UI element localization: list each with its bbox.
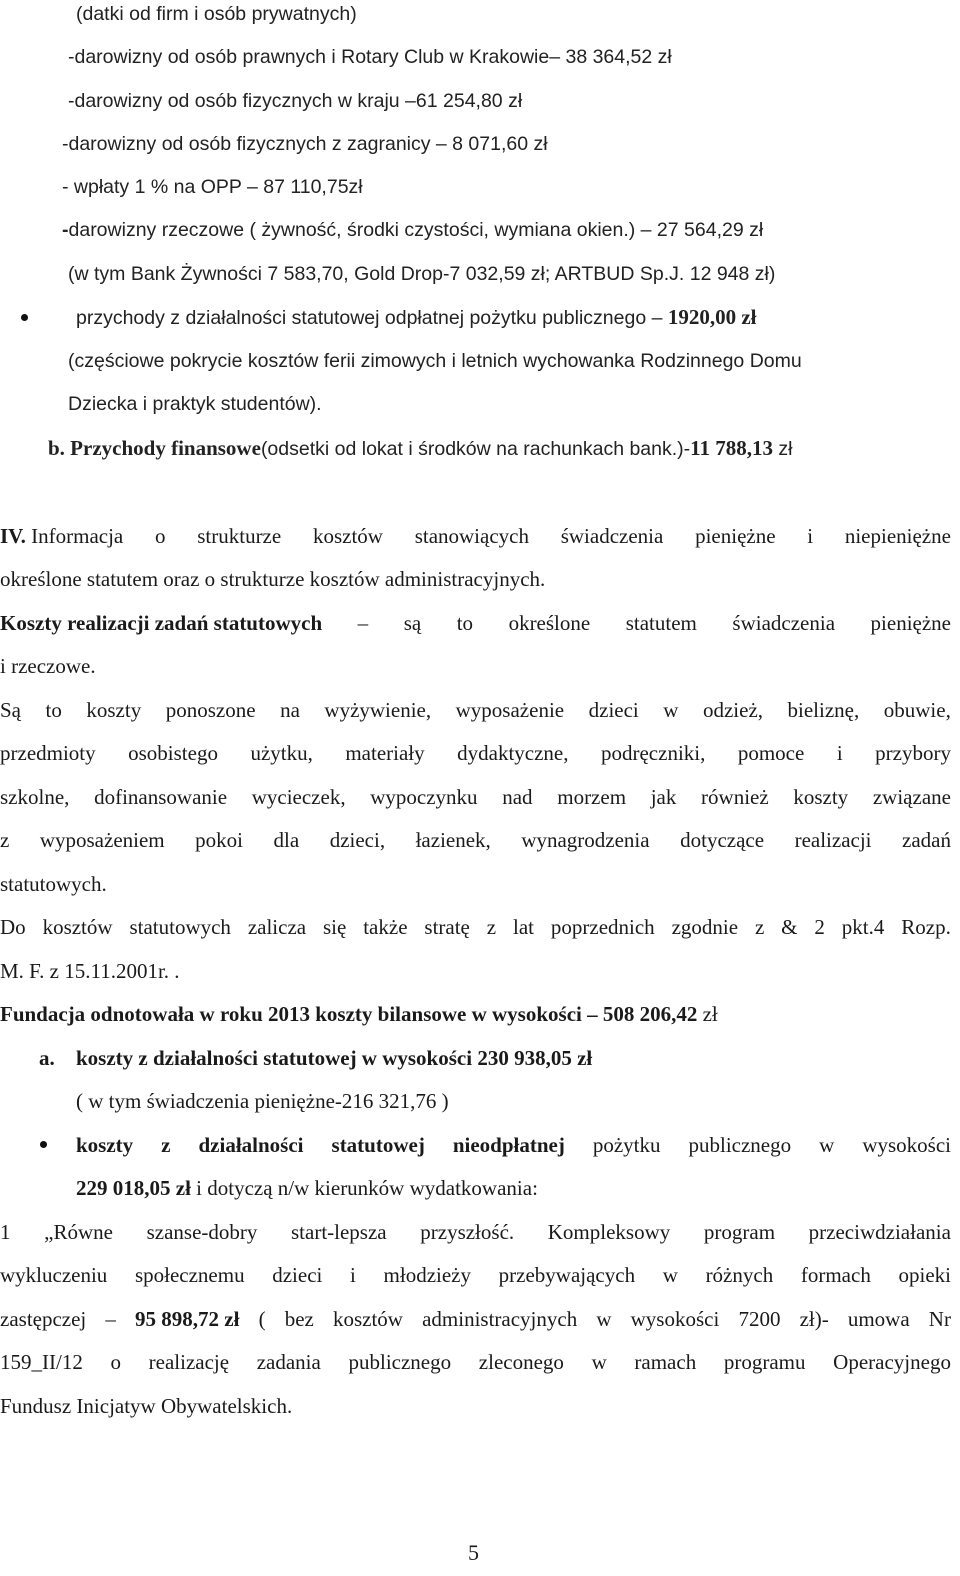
word: o <box>155 524 166 548</box>
word: koszty <box>76 1133 134 1157</box>
prior-loss-line-2: M. F. z 15.11.2001r. . <box>0 959 180 983</box>
item-b-rest: i dotyczą n/w kierunków wydatkowania: <box>190 1176 538 1200</box>
word: zalicza <box>247 915 307 939</box>
word: na <box>280 698 300 722</box>
word: realizację <box>148 1350 230 1374</box>
word: Są <box>0 698 21 722</box>
income-line-10: Dziecka i praktyk studentów). <box>68 393 322 415</box>
program-line-5: Fundusz Inicjatyw Obywatelskich. <box>0 1394 293 1418</box>
word: dzieci <box>272 1263 323 1287</box>
word: dydaktyczne, <box>457 741 569 765</box>
word: i <box>807 524 814 548</box>
word: społecznemu <box>134 1263 245 1287</box>
income-line-7: (w tym Bank Żywności 7 583,70, Gold Drop-7 032,59 zł; ARTBUD Sp.J. 12 948 zł) <box>68 263 776 285</box>
income-line-6-text: darowizny rzeczowe ( żywność, środki czystości, wymiana okien.) – 27 564,29 zł <box>68 219 764 241</box>
program-line-2 <box>0 1261 951 1289</box>
word: – <box>105 1307 116 1331</box>
word: opieki <box>898 1263 951 1287</box>
word: działalności <box>198 1133 304 1157</box>
word: dzieci <box>588 698 639 722</box>
word: z <box>161 1133 171 1157</box>
word: pożytku <box>592 1133 661 1157</box>
income-line-6 <box>62 216 763 244</box>
word: Nr <box>928 1307 951 1331</box>
word: zł)- <box>799 1307 829 1331</box>
word: to <box>456 611 474 635</box>
total-costs-unit: zł <box>697 1002 718 1026</box>
word: stratę <box>424 915 470 939</box>
income-line-2: -darowizny od osób prawnych i Rotary Club w Krakowie– 38 364,52 zł <box>68 46 672 68</box>
word: zadań <box>902 828 951 852</box>
word: pokoi <box>195 828 243 852</box>
word: ( <box>258 1307 266 1331</box>
program-amount: 95 898,72 zł <box>135 1307 240 1331</box>
word: programu <box>723 1350 806 1374</box>
word: osobistego <box>128 741 218 765</box>
word: administracyjnych <box>422 1307 578 1331</box>
word: wyżywienie, <box>324 698 432 722</box>
word: kosztów <box>312 524 383 548</box>
word: świadczenia <box>732 611 836 635</box>
item-a-amount-text: koszty z działalności statutowej w wysokości 230 938,05 zł <box>76 1046 593 1070</box>
word: szkolne, <box>0 785 70 809</box>
word: z <box>754 915 765 939</box>
section-iv-numeral: IV. <box>0 524 26 548</box>
word: różnych <box>705 1263 774 1287</box>
word: morzem <box>557 785 627 809</box>
word: 159_II/12 <box>0 1350 83 1374</box>
word: z <box>486 915 497 939</box>
word: wykluczeniu <box>0 1263 108 1287</box>
word: lat <box>513 915 534 939</box>
total-costs-line <box>0 1000 718 1028</box>
statutory-costs-line-2: i rzeczowe. <box>0 654 96 678</box>
word: przybory <box>875 741 951 765</box>
word: statutem <box>625 611 697 635</box>
word: bieliznę, <box>787 698 860 722</box>
word: niepieniężne <box>844 524 951 548</box>
word: koszty <box>793 785 849 809</box>
word: i <box>350 1263 356 1287</box>
statutory-costs-line-1 <box>0 609 951 637</box>
word: są <box>403 611 422 635</box>
financial-income-unit: zł <box>773 438 793 460</box>
income-line-5: - wpłaty 1 % na OPP – 87 110,75zł <box>62 176 363 198</box>
item-b-line-2 <box>76 1174 538 1202</box>
word: o <box>110 1350 121 1374</box>
word: stanowiących <box>414 524 529 548</box>
word: wypoczynku <box>370 785 478 809</box>
financial-income-amount: 11 788,13 <box>690 436 774 460</box>
word: poprzednich <box>550 915 655 939</box>
word: umowa <box>847 1307 910 1331</box>
word: wyposażenie <box>455 698 565 722</box>
word: odzież, <box>702 698 764 722</box>
word: formach <box>800 1263 871 1287</box>
word: przebywających <box>498 1263 636 1287</box>
word: świadczenia <box>560 524 664 548</box>
costs-paragraph-line-1 <box>0 696 951 724</box>
word: dofinansowanie <box>94 785 228 809</box>
word: „Równe <box>44 1220 113 1244</box>
word: publicznego <box>688 1133 792 1157</box>
word: Operacyjnego <box>833 1350 951 1374</box>
prior-loss-line-1 <box>0 913 951 941</box>
word: 2 <box>814 915 825 939</box>
income-line-9: (częściowe pokrycie kosztów ferii zimowych i letnich wychowanka Rodzinnego Domu <box>68 350 802 372</box>
income-line-8-text: przychody z działalności statutowej odpłatnej pożytku publicznego – <box>76 307 668 329</box>
word: związane <box>872 785 951 809</box>
word: dotyczące <box>680 828 765 852</box>
financial-income-text: (odsetki od lokat i środków na rachunkach bank.)- <box>260 438 691 460</box>
word: nieodpłatnej <box>452 1133 565 1157</box>
costs-paragraph-line-5: statutowych. <box>0 872 107 896</box>
income-line-1: (datki od firm i osób prywatnych) <box>76 3 357 25</box>
costs-paragraph-line-4 <box>0 826 951 854</box>
section-iv-heading-line-1 <box>0 522 951 550</box>
word: również <box>701 785 769 809</box>
word: 7200 <box>738 1307 781 1331</box>
word: obuwie, <box>883 698 951 722</box>
word: bez <box>284 1307 314 1331</box>
word: szanse-dobry <box>146 1220 258 1244</box>
word: przeciwdziałania <box>808 1220 951 1244</box>
word: dla <box>273 828 300 852</box>
word: łazienek, <box>415 828 491 852</box>
program-line-3 <box>0 1305 951 1333</box>
word: podręczniki, <box>600 741 706 765</box>
word: Kompleksowy <box>547 1220 671 1244</box>
word: także <box>363 915 408 939</box>
word: przedmioty <box>0 741 96 765</box>
word: publicznego <box>348 1350 452 1374</box>
item-a-marker: a. <box>39 1046 55 1070</box>
word: Rozp. <box>901 915 951 939</box>
word: & <box>781 915 798 939</box>
statutory-costs-heading: Koszty realizacji zadań statutowych <box>0 611 323 635</box>
program-line-1 <box>0 1218 951 1246</box>
item-a-note: ( w tym świadczenia pieniężne-216 321,76 ) <box>76 1089 449 1113</box>
word: w <box>596 1307 612 1331</box>
word: w <box>819 1133 835 1157</box>
income-line-8 <box>76 303 757 332</box>
word: program <box>703 1220 776 1244</box>
item-b-amount: 229 018,05 zł <box>76 1176 191 1200</box>
word: pomoce <box>737 741 805 765</box>
word: statutowej <box>331 1133 425 1157</box>
word: pieniężne <box>870 611 951 635</box>
page-number: 5 <box>468 1540 479 1565</box>
word: start-lepsza <box>291 1220 387 1244</box>
word: i <box>836 741 843 765</box>
word: strukturze <box>197 524 282 548</box>
income-line-8-amount: 1920,00 zł <box>667 305 757 329</box>
word: ponoszone <box>165 698 256 722</box>
word: materiały <box>345 741 425 765</box>
word: jak <box>650 785 677 809</box>
word: przyszłość. <box>420 1220 515 1244</box>
word: określone <box>508 611 591 635</box>
word: wysokości <box>630 1307 720 1331</box>
word: zleconego <box>478 1350 564 1374</box>
word: zgodnie <box>671 915 739 939</box>
income-line-6-dash: - <box>62 219 69 241</box>
word: realizacji <box>794 828 872 852</box>
word: ramach <box>634 1350 697 1374</box>
word: w <box>663 698 679 722</box>
word: koszty <box>86 698 142 722</box>
word: kosztów <box>42 915 113 939</box>
word: zastępczej <box>0 1307 87 1331</box>
financial-income-label: b. Przychody finansowe <box>48 436 261 460</box>
word: kosztów <box>332 1307 403 1331</box>
bullet-icon <box>21 314 28 321</box>
word: z <box>0 828 10 852</box>
word: w <box>591 1350 607 1374</box>
word: pkt.4 <box>841 915 885 939</box>
word: Do <box>0 915 26 939</box>
item-b-line-1 <box>76 1131 951 1159</box>
program-line-4 <box>0 1348 951 1376</box>
section-iv-heading-line-2: określone statutem oraz o strukturze kosztów administracyjnych. <box>0 567 546 591</box>
word: nad <box>502 785 533 809</box>
word: wysokości <box>862 1133 951 1157</box>
word: pieniężne <box>695 524 776 548</box>
income-line-4: -darowizny od osób fizycznych z zagranicy – 8 071,60 zł <box>62 133 548 155</box>
word: wycieczek, <box>251 785 346 809</box>
costs-paragraph-line-2 <box>0 739 951 767</box>
income-line-11 <box>48 434 793 463</box>
word: się <box>323 915 347 939</box>
word: Informacja <box>31 524 124 548</box>
bullet-icon <box>40 1141 47 1148</box>
word: 1 <box>0 1220 11 1244</box>
word: użytku, <box>250 741 313 765</box>
word: młodzieży <box>383 1263 471 1287</box>
total-costs-text: Fundacja odnotowała w roku 2013 koszty bilansowe w wysokości – 508 206,42 <box>0 1002 698 1026</box>
word: wyposażeniem <box>39 828 165 852</box>
income-line-3: -darowizny od osób fizycznych w kraju –61 254,80 zł <box>68 90 523 112</box>
word: dzieci, <box>329 828 386 852</box>
word: w <box>662 1263 678 1287</box>
item-a-text <box>76 1044 592 1072</box>
item-a-label <box>39 1044 55 1072</box>
word: to <box>45 698 62 722</box>
word: zadania <box>256 1350 321 1374</box>
word: – <box>357 611 369 635</box>
costs-paragraph-line-3 <box>0 783 951 811</box>
word: wynagrodzenia <box>521 828 650 852</box>
word: statutowych <box>129 915 231 939</box>
